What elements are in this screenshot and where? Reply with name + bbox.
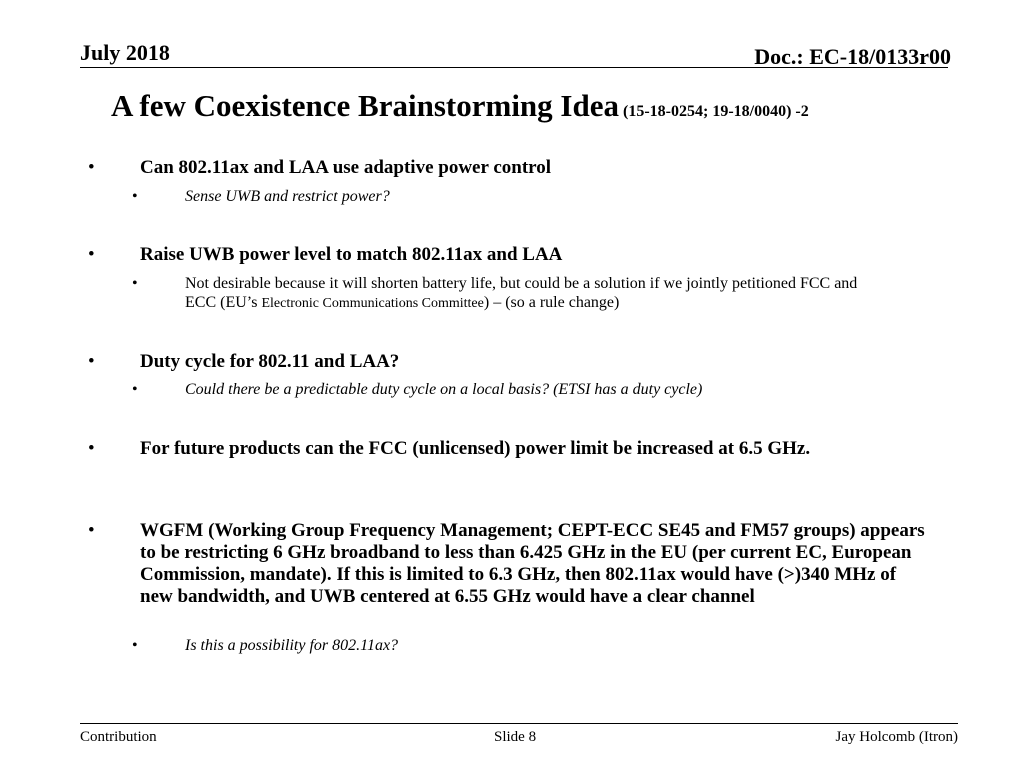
bullet-text: Can 802.11ax and LAA use adaptive power control bbox=[140, 157, 552, 178]
bullet-marker: • bbox=[88, 438, 95, 459]
sub-bullet-text: Is this a possibility for 802.11ax? bbox=[185, 637, 399, 654]
sub-bullet-text: Could there be a predictable duty cycle on a local basis? (ETSI has a duty cycle) bbox=[185, 381, 703, 398]
bullet-5 bbox=[88, 520, 930, 608]
bullet-3 bbox=[88, 351, 930, 373]
footer-author: Jay Holcomb (Itron) bbox=[835, 729, 958, 745]
sub-bullet-5 bbox=[132, 636, 925, 655]
sub-bullet-2 bbox=[132, 274, 885, 313]
footer-contribution: Contribution bbox=[80, 729, 157, 745]
sub-bullet-text-small: Electronic Communications Committee bbox=[261, 296, 484, 311]
slide-title bbox=[111, 88, 809, 124]
bullet-text: Raise UWB power level to match 802.11ax and LAA bbox=[140, 244, 563, 265]
bullet-marker: • bbox=[88, 244, 95, 265]
bullet-marker: • bbox=[132, 275, 138, 292]
bullet-2 bbox=[88, 244, 930, 266]
header-date: July 2018 bbox=[80, 40, 170, 65]
bullet-marker: • bbox=[132, 381, 138, 398]
sub-bullet-1 bbox=[132, 187, 925, 206]
bullet-1 bbox=[88, 157, 930, 179]
header-doc-number: Doc.: EC-18/0133r00 bbox=[754, 44, 951, 69]
sub-bullet-text-post: ) – (so a rule change) bbox=[483, 294, 620, 311]
title-reference: (15-18-0254; 19-18/0040) -2 bbox=[623, 103, 809, 120]
sub-bullet-3 bbox=[132, 380, 925, 399]
header-divider bbox=[80, 67, 948, 68]
footer-divider bbox=[80, 723, 958, 724]
bullet-text: WGFM (Working Group Frequency Management; CEPT-ECC SE45 and FM57 groups) appears to be restricting 6 GHz broadband to less than 6.425 GHz in the EU (per current EC, European Commission, mandate). If this is limited to 6.3 GHz, then 802.11ax would have (>)340 MHz of new bandwidth, and UWB centered at 6.55 GHz would have a clear channel bbox=[140, 520, 925, 607]
bullet-marker: • bbox=[88, 351, 95, 372]
bullet-4 bbox=[88, 438, 930, 460]
bullet-marker: • bbox=[132, 188, 138, 205]
bullet-marker: • bbox=[88, 520, 95, 541]
bullet-text: Duty cycle for 802.11 and LAA? bbox=[140, 351, 400, 372]
sub-bullet-text-pre: Not desirable because it will shorten battery life, but could be a solution if we jointly petitioned FCC and ECC (EU’s bbox=[185, 275, 858, 311]
bullet-marker: • bbox=[88, 157, 95, 178]
sub-bullet-text: Sense UWB and restrict power? bbox=[185, 188, 390, 205]
bullet-text: For future products can the FCC (unlicensed) power limit be increased at 6.5 GHz. bbox=[140, 438, 811, 459]
footer-slide-number: Slide 8 bbox=[494, 729, 537, 745]
bullet-marker: • bbox=[132, 637, 138, 654]
title-main: A few Coexistence Brainstorming Idea bbox=[111, 88, 619, 123]
